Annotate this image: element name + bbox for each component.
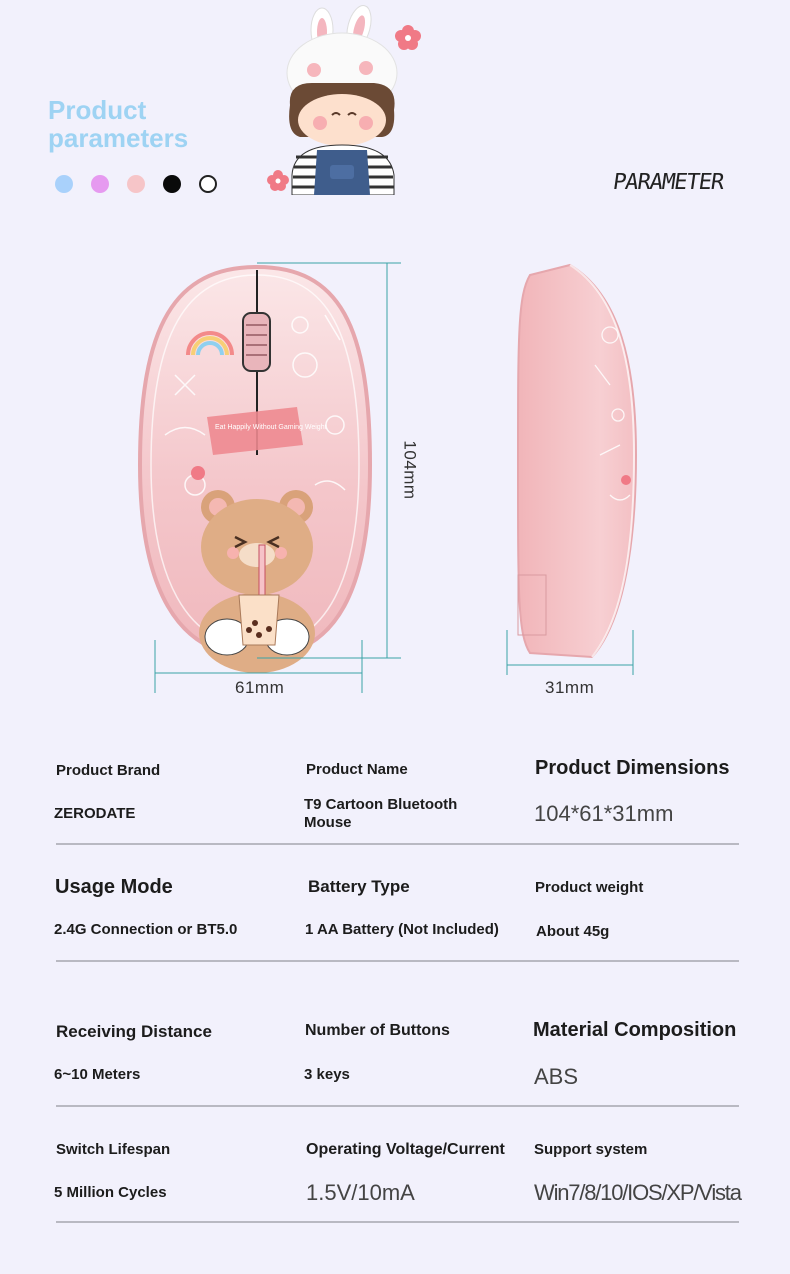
color-swatch-black[interactable] [163, 175, 181, 193]
voltage-label: Operating Voltage/Current [306, 1141, 505, 1158]
girl-mascot-illustration [262, 5, 432, 195]
material-value: ABS [534, 1064, 579, 1089]
color-swatches [55, 175, 217, 193]
dimensions-label: Product Dimensions [535, 757, 730, 779]
color-swatch-pink[interactable] [127, 175, 145, 193]
color-swatch-white[interactable] [199, 175, 217, 193]
flower-icon [395, 25, 421, 50]
usage-mode-label: Usage Mode [55, 876, 173, 898]
receiving-distance-value: 6~10 Meters [54, 1066, 141, 1083]
depth-dimension-label: 31mm [545, 678, 595, 697]
weight-value: About 45g [536, 923, 610, 940]
material-label: Material Composition [533, 1019, 737, 1041]
weight-label: Product weight [535, 879, 644, 896]
switch-lifespan-value: 5 Million Cycles [54, 1184, 167, 1201]
buttons-label: Number of Buttons [305, 1022, 450, 1039]
divider [56, 1221, 739, 1223]
dimensions-value: 104*61*31mm [534, 801, 674, 826]
voltage-value: 1.5V/10mA [306, 1180, 415, 1205]
battery-type-label: Battery Type [308, 877, 410, 896]
brand-value: ZERODATE [54, 805, 136, 822]
divider [56, 1105, 739, 1107]
brand-label: Product Brand [56, 762, 161, 779]
mouse-top-view-illustration [135, 255, 425, 705]
mouse-slogan-text: Eat Happily Without Gaming Weight [215, 424, 327, 431]
product-name-value: T9 Cartoon Bluetooth Mouse [304, 796, 458, 831]
battery-type-value: 1 AA Battery (Not Included) [305, 921, 499, 938]
parameter-heading: PARAMETER [611, 170, 725, 195]
divider [56, 960, 739, 962]
section-title: Product parameters [48, 95, 189, 153]
usage-mode-value: 2.4G Connection or BT5.0 [54, 921, 238, 938]
switch-lifespan-label: Switch Lifespan [56, 1141, 171, 1158]
divider [56, 843, 739, 845]
height-dimension-label: 104mm [400, 440, 420, 500]
support-system-value: Win7/8/10/IOS/XP/Vista [534, 1180, 741, 1205]
support-system-label: Support system [534, 1141, 648, 1158]
color-swatch-purple[interactable] [91, 175, 109, 193]
buttons-value: 3 keys [304, 1066, 350, 1083]
color-swatch-blue[interactable] [55, 175, 73, 193]
product-name-label: Product Name [306, 761, 408, 778]
mouse-side-view-illustration [500, 255, 650, 685]
receiving-distance-label: Receiving Distance [56, 1022, 212, 1041]
flower-icon [267, 170, 289, 191]
width-dimension-label: 61mm [235, 678, 285, 697]
